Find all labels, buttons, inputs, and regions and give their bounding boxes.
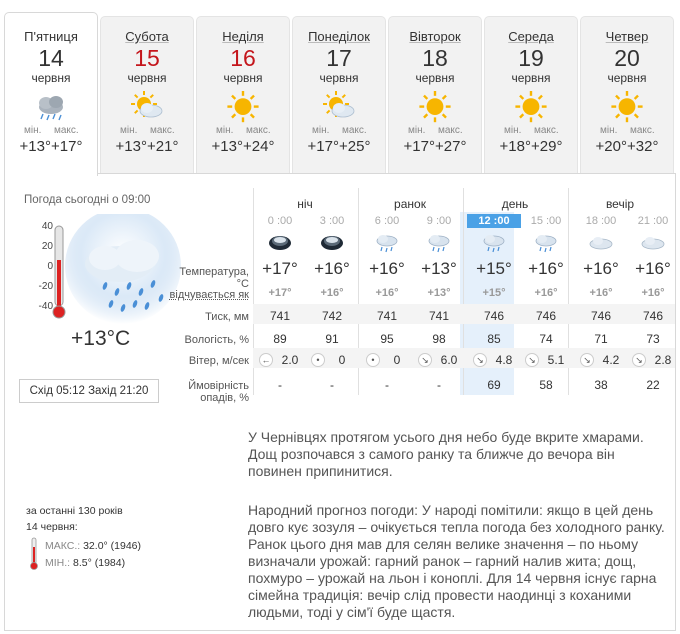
- weather-description: У Чернівцях протягом усього дня небо буде вкрите хмарами. Дощ розпочався з самого ранку та ближче до вечора він повинен припинитися.: [248, 429, 644, 479]
- cloud-rain-icon: [519, 232, 573, 256]
- cloud-rain-sun-icon: [33, 91, 69, 123]
- day-number: 18: [422, 45, 448, 71]
- sun-cloud-icon: [321, 91, 357, 123]
- wind-direction-icon: ↘: [632, 353, 646, 367]
- wind-value: 4.2: [602, 353, 620, 367]
- pressure-value: 742: [321, 309, 343, 323]
- day-tab-17[interactable]: [292, 16, 386, 174]
- min-label: мін.: [504, 125, 522, 136]
- day-min-temp: +20°: [595, 138, 627, 155]
- scale-label: -20: [38, 281, 53, 292]
- min-max-labels: [485, 125, 577, 138]
- temperature-value: +16°: [314, 259, 350, 278]
- day-number: 15: [134, 45, 160, 71]
- day-max-temp: +32°: [627, 138, 659, 155]
- cloud-icon: [574, 232, 628, 256]
- day-month: червня: [127, 71, 167, 85]
- temperature-value: +16°: [528, 259, 564, 278]
- precip-label-line: Ймовірність: [188, 380, 249, 392]
- cloud-dark-icon: [305, 232, 359, 256]
- max-label: макс.: [150, 125, 175, 136]
- current-temperature: +13°C: [71, 327, 131, 350]
- current-weather-title: Погода сьогодні о 09:00: [24, 194, 151, 206]
- day-name: П'ятниця: [24, 29, 78, 44]
- min-max-labels: [389, 125, 481, 138]
- wind-cell: [412, 350, 466, 370]
- wind-value: 2.8: [654, 353, 672, 367]
- wind-cell: [574, 350, 628, 370]
- day-temperatures: [5, 138, 97, 155]
- max-label: макс.: [342, 125, 367, 136]
- wind-label: Вітер, м/сек: [188, 355, 249, 367]
- day-temperatures: [101, 138, 193, 155]
- pressure-value: 741: [269, 309, 291, 323]
- pressure-value: 746: [642, 309, 664, 323]
- history-heading: за останні 130 років: [26, 505, 123, 517]
- precip-value: 69: [487, 378, 501, 392]
- wind-direction-icon: ↘: [580, 353, 594, 367]
- pressure-label: Тиск, мм: [205, 311, 249, 323]
- sun-icon: [513, 91, 549, 123]
- day-min-temp: +13°: [19, 138, 51, 155]
- history-min-label: МІН.:: [45, 557, 71, 569]
- day-temperatures: [293, 138, 385, 155]
- humidity-value: 74: [539, 332, 553, 346]
- period-label: ранок: [394, 197, 426, 211]
- hour-label: 15 :00: [530, 215, 562, 227]
- humidity-value: 85: [487, 332, 501, 346]
- day-number: 14: [38, 45, 64, 71]
- scale-label: 40: [41, 221, 53, 232]
- temperature-label: Температура, °C: [179, 266, 249, 290]
- day-tab-18[interactable]: [388, 16, 482, 174]
- min-max-labels: [293, 125, 385, 138]
- feels-like-value: +16°: [320, 287, 344, 299]
- min-label: мін.: [312, 125, 330, 136]
- day-tab-14[interactable]: [4, 12, 98, 176]
- folk-forecast: Народний прогноз погоди: У народі помітили: якщо в цей день довго кує зозуля – очікується тепла погода без холодного ранку. Ранок цього дня мав для селян велике значення – по ньому визначали урожай: гарний ранок – гарний налив жита; дощ, похмуро – урожай на льон і коноплі. Для 14 червня існує гарна сімейна традиція: вечір слід провести наодинці з коханими людьми, тоді у сім'ї буде щастя.: [248, 502, 665, 620]
- cloud-rain-big-icon: [61, 214, 181, 324]
- history-max-label: МАКС.:: [45, 540, 81, 552]
- hour-label: 21 :00: [637, 215, 669, 227]
- hour-label: 12 :00: [467, 214, 521, 228]
- hour-label: 0 :00: [267, 215, 293, 227]
- scale-label: -40: [38, 301, 53, 312]
- min-label: мін.: [24, 125, 42, 136]
- sun-icon: [225, 91, 261, 123]
- cloud-rain-icon: [360, 232, 414, 256]
- day-name: Четвер: [605, 29, 649, 44]
- wind-cell: [519, 350, 573, 370]
- sun-cloud-icon: [129, 91, 165, 123]
- day-month: червня: [607, 71, 647, 85]
- forecast-panel: [4, 173, 676, 631]
- day-month: червня: [223, 71, 263, 85]
- wind-value: 0: [393, 353, 401, 367]
- wind-value: 6.0: [440, 353, 458, 367]
- day-name: Середа: [508, 29, 554, 44]
- day-number: 20: [614, 45, 640, 71]
- feels-like-link[interactable]: відчувається як: [169, 289, 249, 301]
- min-label: мін.: [600, 125, 618, 136]
- feels-like-value: +15°: [482, 287, 506, 299]
- max-label: макс.: [246, 125, 271, 136]
- day-temperatures: [197, 138, 289, 155]
- day-min-temp: +17°: [307, 138, 339, 155]
- day-min-temp: +18°: [499, 138, 531, 155]
- wind-cell: [467, 350, 521, 370]
- day-number: 16: [230, 45, 256, 71]
- day-tab-15[interactable]: [100, 16, 194, 174]
- day-min-temp: +13°: [115, 138, 147, 155]
- sunrise-sunset: Схід 05:12 Захід 21:20: [19, 379, 159, 403]
- temperature-value: +16°: [583, 259, 619, 278]
- pressure-value: 746: [590, 309, 612, 323]
- precip-label-line: опадів, %: [200, 392, 249, 404]
- precip-value: 58: [539, 378, 553, 392]
- scale-label: 0: [47, 261, 53, 272]
- wind-direction-icon: ↘: [473, 353, 487, 367]
- min-max-labels: [581, 125, 673, 138]
- humidity-value: 73: [646, 332, 660, 346]
- day-min-temp: +17°: [403, 138, 435, 155]
- min-max-labels: [5, 125, 97, 138]
- feels-like-value: +16°: [534, 287, 558, 299]
- day-name: Понеділок: [308, 29, 370, 44]
- pressure-value: 741: [428, 309, 450, 323]
- history-max: [45, 540, 141, 552]
- current-weather: [5, 174, 165, 632]
- pressure-value: 746: [483, 309, 505, 323]
- day-tabs: [4, 12, 676, 174]
- day-number: 19: [518, 45, 544, 71]
- humidity-value: 95: [380, 332, 394, 346]
- precip-value: -: [330, 378, 334, 392]
- cloud-icon: [626, 232, 680, 256]
- history-min-value: 8.5° (1984): [73, 557, 126, 569]
- period-label: ніч: [297, 197, 313, 211]
- sun-icon: [417, 91, 453, 123]
- humidity-value: 98: [432, 332, 446, 346]
- hour-label: 6 :00: [374, 215, 400, 227]
- day-max-temp: +24°: [243, 138, 275, 155]
- wind-direction-icon: •: [311, 353, 325, 367]
- day-name: Субота: [125, 29, 169, 44]
- wind-direction-icon: ↘: [418, 353, 432, 367]
- wind-value: 4.8: [495, 353, 513, 367]
- day-month: червня: [319, 71, 359, 85]
- temperature-value: +13°: [421, 259, 457, 278]
- feels-like-value: +16°: [589, 287, 613, 299]
- day-max-temp: +29°: [531, 138, 563, 155]
- temperature-value: +15°: [476, 259, 512, 278]
- feels-like-value: +13°: [427, 287, 451, 299]
- wind-cell: [626, 350, 680, 370]
- max-label: макс.: [630, 125, 655, 136]
- temperature-value: +16°: [369, 259, 405, 278]
- day-temperatures: [389, 138, 481, 155]
- feels-like-value: +16°: [641, 287, 665, 299]
- precip-label: [165, 380, 249, 404]
- pressure-value: 746: [535, 309, 557, 323]
- day-temperatures: [581, 138, 673, 155]
- temperature-value: +16°: [635, 259, 671, 278]
- min-label: мін.: [408, 125, 426, 136]
- history-min: [45, 557, 125, 569]
- day-max-temp: +25°: [339, 138, 371, 155]
- day-number: 17: [326, 45, 352, 71]
- wind-cell: [253, 350, 307, 370]
- day-month: червня: [415, 71, 455, 85]
- wind-value: 5.1: [547, 353, 565, 367]
- precip-value: -: [437, 378, 441, 392]
- feels-like-value: +17°: [268, 287, 292, 299]
- day-tab-20[interactable]: [580, 16, 674, 174]
- hour-label: 3 :00: [319, 215, 345, 227]
- humidity-value: 89: [273, 332, 287, 346]
- humidity-value: 71: [594, 332, 608, 346]
- precip-value: 38: [594, 378, 608, 392]
- scale-label: 20: [41, 241, 53, 252]
- day-month: червня: [511, 71, 551, 85]
- wind-cell: [305, 350, 359, 370]
- day-name: Неділя: [222, 29, 264, 44]
- mini-thermometer-icon: [29, 537, 39, 571]
- min-label: мін.: [120, 125, 138, 136]
- wind-cell: [360, 350, 414, 370]
- max-label: макс.: [54, 125, 79, 136]
- wind-direction-icon: ↘: [525, 353, 539, 367]
- cloud-rain-icon: [467, 232, 521, 256]
- precip-value: -: [278, 378, 282, 392]
- pressure-value: 741: [376, 309, 398, 323]
- period-label: день: [501, 197, 529, 211]
- min-max-labels: [197, 125, 289, 138]
- wind-direction-icon: ←: [259, 353, 273, 367]
- sun-icon: [609, 91, 645, 123]
- temperature-value: +17°: [262, 259, 298, 278]
- wind-value: 0: [338, 353, 346, 367]
- day-max-temp: +27°: [435, 138, 467, 155]
- hour-label: 9 :00: [426, 215, 452, 227]
- cloud-rain-icon: [412, 232, 466, 256]
- day-max-temp: +17°: [51, 138, 83, 155]
- thermometer-icon: [49, 224, 69, 320]
- precip-value: -: [385, 378, 389, 392]
- hour-label: 18 :00: [585, 215, 617, 227]
- day-name: Вівторок: [409, 29, 461, 44]
- history-date: 14 червня:: [26, 521, 78, 533]
- wind-value: 2.0: [281, 353, 299, 367]
- day-max-temp: +21°: [147, 138, 179, 155]
- day-tab-16[interactable]: [196, 16, 290, 174]
- day-month: червня: [31, 71, 71, 85]
- hourly-forecast-table: [165, 174, 675, 404]
- min-max-labels: [101, 125, 193, 138]
- max-label: макс.: [534, 125, 559, 136]
- day-tab-19[interactable]: [484, 16, 578, 174]
- day-temperatures: [485, 138, 577, 155]
- precip-value: 22: [646, 378, 660, 392]
- humidity-value: 91: [325, 332, 339, 346]
- day-min-temp: +13°: [211, 138, 243, 155]
- cloud-dark-icon: [253, 232, 307, 256]
- history-max-value: 32.0° (1946): [83, 540, 141, 552]
- humidity-label: Вологість, %: [184, 334, 249, 346]
- min-label: мін.: [216, 125, 234, 136]
- feels-like-value: +16°: [375, 287, 399, 299]
- period-label: вечір: [605, 197, 635, 211]
- max-label: макс.: [438, 125, 463, 136]
- wind-direction-icon: •: [366, 353, 380, 367]
